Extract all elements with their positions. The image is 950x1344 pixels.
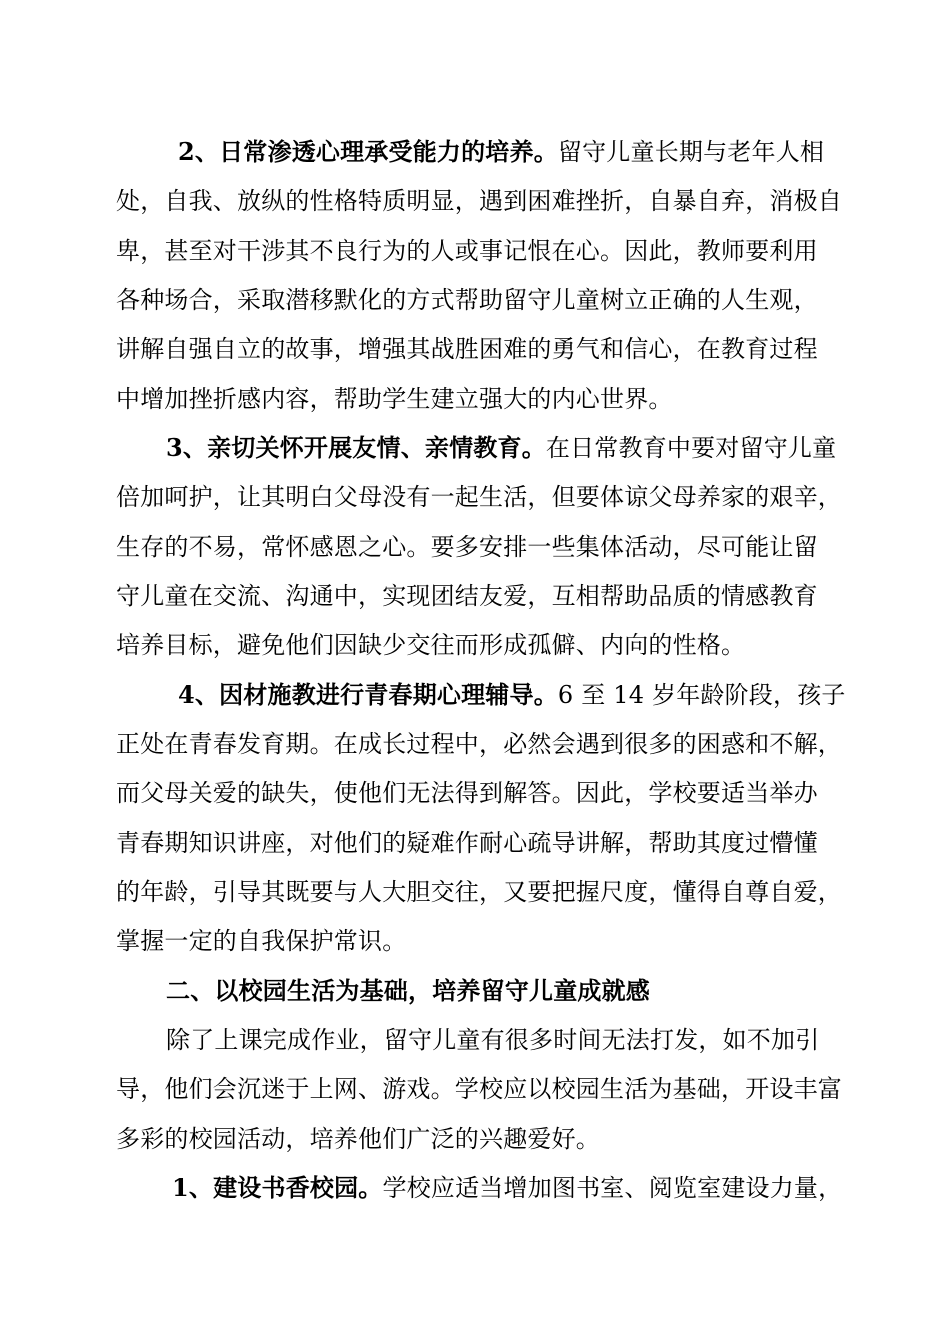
paragraph-3-line-4: 守儿童在交流、沟通中，实现团结友爱，互相帮助品质的情感教育 <box>116 582 818 610</box>
section-2-heading: 二、以校园生活为基础，培养留守儿童成就感 <box>166 976 650 1005</box>
paragraph-6-line-1 <box>172 1170 912 1206</box>
paragraph-4-line-5: 的年龄，引导其既要与人大胆交往，又要把握尺度，懂得自尊自爱， <box>116 878 842 906</box>
paragraph-3-heading: 3、亲切关怀开展友情、亲情教育。 <box>166 433 546 462</box>
paragraph-4-text: 6 至 14 岁年龄阶段，孩子 <box>557 681 846 709</box>
paragraph-2-line-4: 各种场合，采取潜移默化的方式帮助留守儿童树立正确的人生观， <box>116 286 818 314</box>
paragraph-2-line-3: 卑，甚至对干涉其不良行为的人或事记恨在心。因此，教师要利用 <box>116 237 818 265</box>
paragraph-2-text: 留守儿童长期与老年人相 <box>557 138 825 166</box>
paragraph-5-line-1: 除了上课完成作业，留守儿童有很多时间无法打发，如不加引 <box>166 1026 820 1054</box>
paragraph-4-line-4: 青春期知识讲座，对他们的疑难作耐心疏导讲解，帮助其度过懵懂 <box>116 829 818 857</box>
paragraph-2-line-2: 处，自我、放纵的性格特质明显，遇到困难挫折，自暴自弃，消极自 <box>116 187 842 215</box>
paragraph-3-line-5: 培养目标，避免他们因缺少交往而形成孤僻、内向的性格。 <box>116 631 746 659</box>
paragraph-6-heading: 1、建设书香校园。 <box>172 1173 383 1202</box>
paragraph-2-line-5: 讲解自强自立的故事，增强其战胜困难的勇气和信心，在教育过程 <box>116 335 818 363</box>
paragraph-6-text: 学校应适当增加图书室、阅览室建设力量， <box>382 1174 843 1202</box>
paragraph-2-line-6: 中增加挫折感内容，帮助学生建立强大的内心世界。 <box>116 385 673 413</box>
paragraph-3-line-2: 倍加呵护，让其明白父母没有一起生活，但要体谅父母养家的艰辛， <box>116 483 842 511</box>
paragraph-4-line-6: 掌握一定的自我保护常识。 <box>116 927 407 955</box>
paragraph-4-heading: 4、因材施教进行青春期心理辅导。 <box>178 680 558 709</box>
paragraph-3-line-3: 生存的不易，常怀感恩之心。要多安排一些集体活动，尽可能让留 <box>116 533 818 561</box>
paragraph-2-line-1 <box>178 134 918 170</box>
paragraph-4-line-3: 而父母关爱的缺失，使他们无法得到解答。因此，学校要适当举办 <box>116 779 818 807</box>
paragraph-4-line-1 <box>178 677 918 713</box>
paragraph-4-line-2: 正处在青春发育期。在成长过程中，必然会遇到很多的困惑和不解， <box>116 730 842 758</box>
paragraph-3-text: 在日常教育中要对留守儿童 <box>545 434 837 462</box>
paragraph-2-heading: 2、日常渗透心理承受能力的培养。 <box>178 137 558 166</box>
paragraph-5-line-2: 导，他们会沉迷于上网、游戏。学校应以校园生活为基础，开设丰富 <box>116 1075 842 1103</box>
paragraph-3-line-1 <box>166 430 906 466</box>
paragraph-5-line-3: 多彩的校园活动，培养他们广泛的兴趣爱好。 <box>116 1125 600 1153</box>
